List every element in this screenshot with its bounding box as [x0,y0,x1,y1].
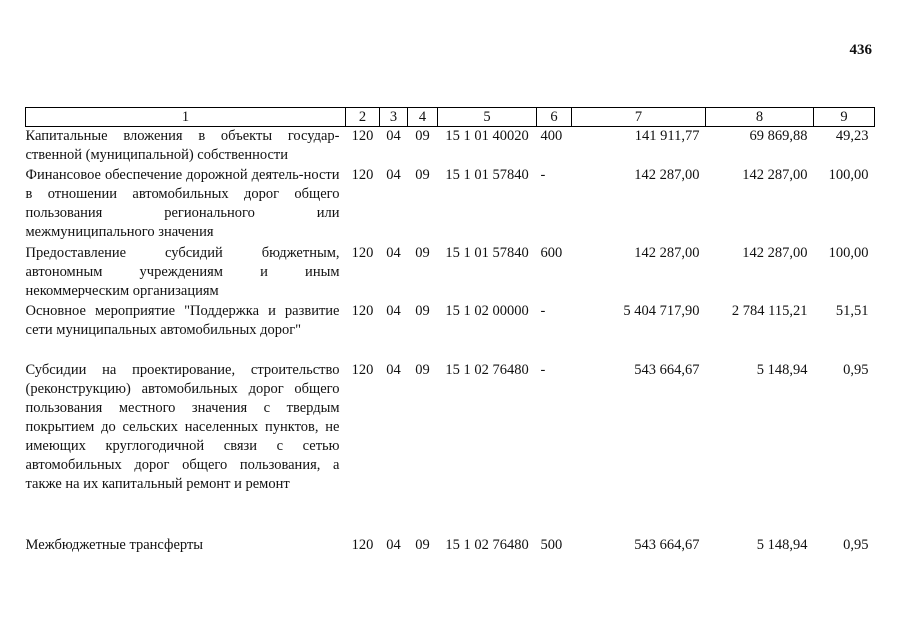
cell-c8: 142 287,00 [742,166,808,183]
cell-c8: 5 148,94 [756,361,808,378]
cell-c8: 69 869,88 [749,128,808,144]
cell-c4: 09 [415,166,430,183]
column-header: 6 [537,108,572,127]
column-header: 2 [346,108,380,127]
column-header: 7 [572,108,706,127]
table-row [26,127,875,166]
cell-c8: 2 784 115,21 [731,302,808,319]
cell-c3: 04 [386,244,401,261]
table-row [26,302,875,361]
cell-c9: 51,51 [835,302,869,319]
cell-c6: - [540,166,546,183]
cell-c7: 142 287,00 [634,166,700,183]
header-row [26,108,875,127]
table-row [26,536,875,556]
cell-c4: 09 [415,361,430,378]
cell-c2: 120 [351,536,374,553]
column-header: 5 [438,108,537,127]
cell-c5: 15 1 01 57840 [445,166,529,183]
cell-c6: 500 [540,536,563,553]
cell-c3: 04 [386,128,401,144]
column-header: 4 [408,108,438,127]
cell-c9: 0,95 [843,361,869,378]
cell-c3: 04 [386,361,401,378]
row-name: Капитальные вложения в объекты государ-ственной (муниципальной) собственности [25,128,340,163]
table-row [26,244,875,302]
cell-c6: 400 [540,128,563,144]
cell-c2: 120 [351,361,374,378]
cell-c9: 100,00 [828,244,869,261]
cell-c6: - [540,361,546,378]
table-row [26,361,875,536]
cell-c4: 09 [415,244,430,261]
budget-table [25,107,875,556]
cell-c5: 15 1 01 40020 [445,128,529,144]
cell-c3: 04 [386,536,401,553]
cell-c5: 15 1 01 57840 [445,244,529,261]
cell-c5: 15 1 02 76480 [445,536,529,553]
cell-c2: 120 [351,166,374,183]
column-header: 1 [26,108,346,127]
cell-c3: 04 [386,302,401,319]
row-name: Основное мероприятие "Поддержка и развитие сети муниципальных автомобильных дорог" [25,302,340,338]
cell-c4: 09 [415,128,430,144]
cell-c9: 0,95 [843,536,869,553]
row-name: Субсидии на проектирование, строительство (реконструкцию) автомобильных дорог общего пользования местного значения с твердым покрытием до сельских населенных пунктов, не имеющих круглогодичной связи с сетью автомобильных дорог общего пользования, а также на их капитальный ремонт и ремонт [25,361,340,492]
cell-c2: 120 [351,302,374,319]
row-name: Предоставление субсидий бюджетным, автономным учреждениям и иным некоммерческим организациям [25,244,340,299]
cell-c7: 543 664,67 [634,361,700,378]
cell-c8: 142 287,00 [742,244,808,261]
cell-c6: - [540,302,546,319]
cell-c3: 04 [386,166,401,183]
cell-c7: 5 404 717,90 [623,302,700,319]
column-header: 8 [706,108,814,127]
cell-c4: 09 [415,536,430,553]
table-row [26,166,875,244]
cell-c5: 15 1 02 00000 [445,302,529,319]
column-header: 3 [380,108,408,127]
page-number: 436 [849,42,872,58]
cell-c9: 100,00 [828,166,869,183]
cell-c8: 5 148,94 [756,536,808,553]
cell-c7: 142 287,00 [634,244,700,261]
cell-c2: 120 [351,128,374,144]
cell-c5: 15 1 02 76480 [445,361,529,378]
column-header: 9 [814,108,875,127]
cell-c7: 543 664,67 [634,536,700,553]
cell-c2: 120 [351,244,374,261]
cell-c7: 141 911,77 [634,128,700,144]
row-name: Финансовое обеспечение дорожной деятель-ности в отношении автомобильных дорог общего пользования регионального или межмуниципального значения [25,166,340,240]
cell-c4: 09 [415,302,430,319]
cell-c9: 49,23 [835,128,869,144]
row-name: Межбюджетные трансферты [25,536,204,553]
cell-c6: 600 [540,244,563,261]
